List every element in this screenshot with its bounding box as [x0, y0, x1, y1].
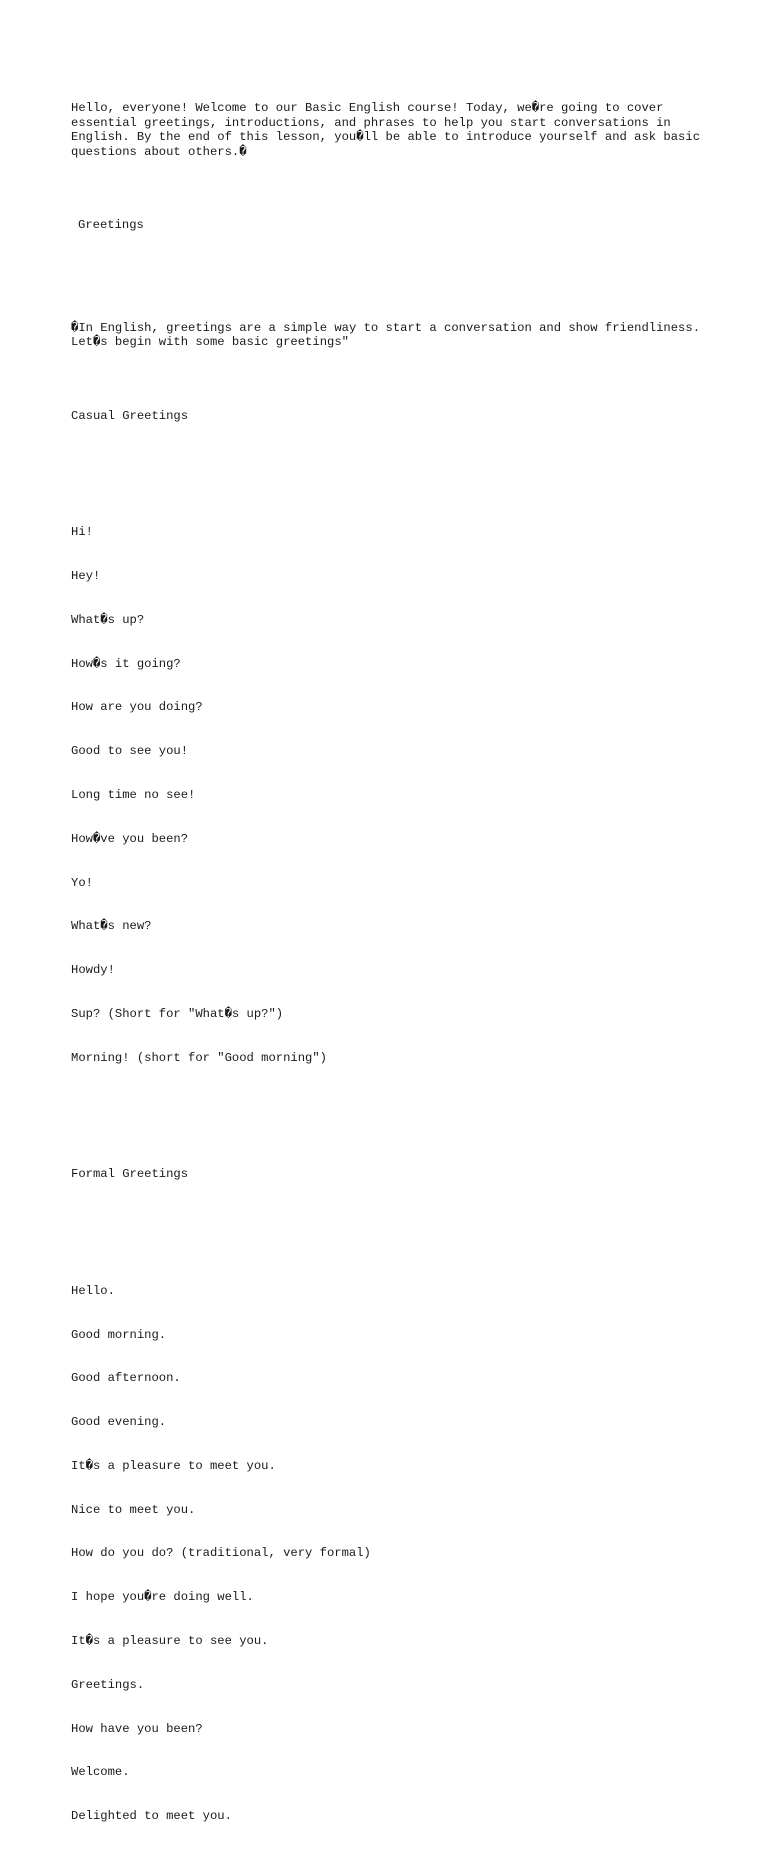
list-item: How are you doing?	[71, 700, 203, 715]
list-item: How�s it going?	[71, 656, 181, 671]
list-item: Hi!	[71, 525, 93, 540]
list-item: Hello.	[71, 1283, 115, 1298]
list-item: Yo!	[71, 875, 93, 890]
casual-greetings-heading: Casual Greetings	[71, 408, 189, 423]
formal-greetings-heading: Formal Greetings	[71, 1167, 189, 1182]
list-item: Greetings.	[71, 1677, 145, 1692]
list-item: I hope you�re doing well.	[71, 1590, 254, 1605]
list-item: Good afternoon.	[71, 1371, 181, 1386]
document-page	[71, 72, 731, 1868]
greetings-heading: Greetings	[78, 218, 144, 233]
list-item: Long time no see!	[71, 787, 196, 802]
list-item: Morning! (short for "Good morning")	[71, 1050, 327, 1065]
list-item: What�s new?	[71, 919, 152, 934]
list-item: Delighted to meet you.	[71, 1809, 232, 1824]
list-item: How�ve you been?	[71, 831, 189, 846]
intro-paragraph: Hello, everyone! Welcome to our Basic English course! Today, we�re going to cover essential greetings, introductions, and phrases to help you start conversations in English. By the end of this lesson, you�ll be able to introduce yourself and ask basic questions about others.�	[71, 101, 708, 159]
list-item: Nice to meet you.	[71, 1502, 196, 1517]
list-item: Sup? (Short for "What�s up?")	[71, 1006, 284, 1021]
list-item: Howdy!	[71, 963, 115, 978]
list-item: What�s up?	[71, 612, 145, 627]
list-item: It�s a pleasure to see you.	[71, 1634, 269, 1648]
list-item: Hey!	[71, 569, 101, 584]
formal-greetings-list	[71, 1255, 731, 1853]
list-item: How have you been?	[71, 1721, 203, 1736]
greetings-paragraph: �In English, greetings are a simple way to start a conversation and show friendliness. Let�s begin with some basic greetings"	[71, 320, 708, 350]
list-item: Good to see you!	[71, 744, 189, 759]
list-item: It�s a pleasure to meet you.	[71, 1458, 276, 1473]
casual-greetings-list	[71, 496, 731, 1094]
list-item: Good morning.	[71, 1327, 167, 1342]
list-item: Good evening.	[71, 1415, 167, 1430]
list-item: Welcome.	[71, 1765, 130, 1780]
list-item: How do you do? (traditional, very formal)	[71, 1546, 371, 1561]
